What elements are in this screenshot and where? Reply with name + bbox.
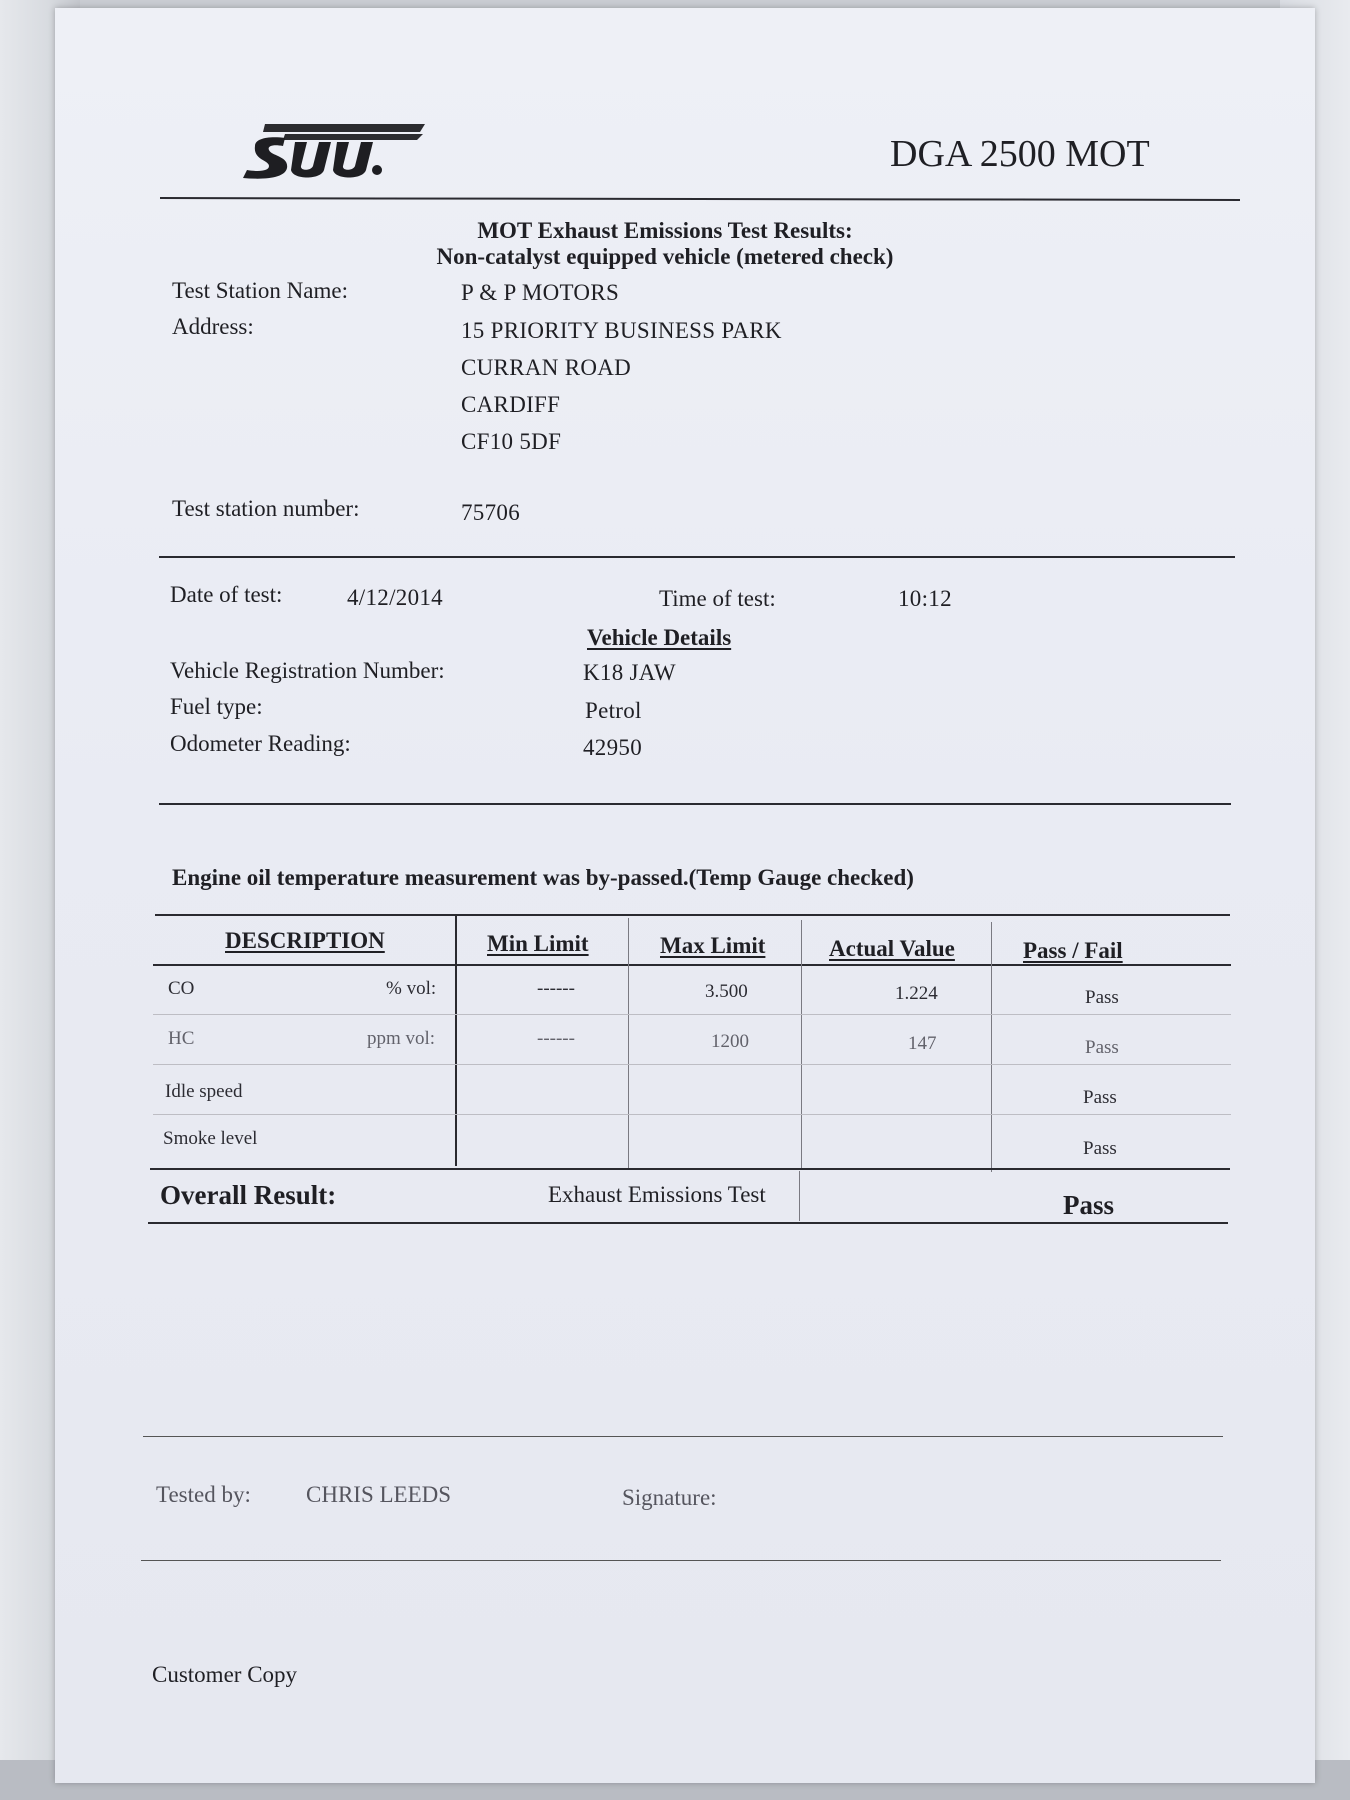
- row-pass-fail: Pass: [1083, 1087, 1117, 1108]
- col-divider-2: [628, 918, 629, 1168]
- test-date-label: Date of test:: [170, 582, 283, 607]
- row-unit: ppm vol:: [367, 1028, 436, 1049]
- col-header-pass-fail: Pass / Fail: [1023, 938, 1123, 963]
- col-header-max-limit: Max Limit: [660, 933, 766, 958]
- fuel-type-value: Petrol: [585, 698, 642, 723]
- footer-bottom-rule: [141, 1560, 1221, 1561]
- station-number-label: Test station number:: [172, 496, 360, 521]
- row-min-limit: ------: [537, 1028, 575, 1049]
- analyser-model: DGA 2500 MOT: [890, 133, 1150, 175]
- footer-top-rule: [143, 1436, 1223, 1437]
- tested-by-value: CHRIS LEEDS: [306, 1482, 452, 1507]
- address-line-3: CARDIFF: [461, 392, 561, 417]
- col-header-description: DESCRIPTION: [225, 928, 385, 953]
- mot-emissions-report-sheet: [55, 8, 1315, 1783]
- odometer-value: 42950: [583, 735, 642, 760]
- col-divider-1: [455, 916, 457, 1166]
- overall-test-name: Exhaust Emissions Test: [548, 1182, 766, 1207]
- address-line-4: CF10 5DF: [461, 429, 562, 454]
- address-label: Address:: [172, 314, 254, 339]
- test-time-label: Time of test:: [659, 586, 776, 611]
- oil-temp-notice: Engine oil temperature measurement was by-passed.(Temp Gauge checked): [172, 865, 914, 890]
- test-date-value: 4/12/2014: [347, 585, 443, 610]
- fuel-type-label: Fuel type:: [170, 694, 263, 719]
- odometer-label: Odometer Reading:: [170, 731, 351, 756]
- table-top-rule: [155, 914, 1230, 916]
- row-divider: [153, 1014, 1231, 1015]
- row-divider: [153, 1064, 1231, 1065]
- row-actual-value: 1.224: [895, 983, 938, 1004]
- vehicle-details-heading: Vehicle Details: [587, 625, 732, 650]
- report-subtitle: Non-catalyst equipped vehicle (metered check): [436, 244, 894, 269]
- vehicle-divider: [159, 803, 1231, 805]
- station-name-value: P & P MOTORS: [461, 280, 620, 305]
- signature-label: Signature:: [622, 1485, 717, 1510]
- test-time-value: 10:12: [898, 586, 952, 611]
- row-pass-fail: Pass: [1083, 1138, 1117, 1159]
- brand-logo-icon: [225, 116, 425, 186]
- vehicle-reg-value: K18 JAW: [583, 660, 676, 685]
- table-bottom-rule: [150, 1168, 1230, 1170]
- station-number-value: 75706: [461, 500, 520, 525]
- row-unit: % vol:: [386, 978, 437, 999]
- report-title: MOT Exhaust Emissions Test Results:: [477, 218, 853, 243]
- vehicle-reg-label: Vehicle Registration Number:: [170, 658, 445, 683]
- row-description: CO: [168, 978, 195, 999]
- col-divider-3: [801, 920, 802, 1170]
- address-line-1: 15 PRIORITY BUSINESS PARK: [461, 318, 782, 343]
- row-description: Smoke level: [163, 1128, 258, 1149]
- row-actual-value: 147: [908, 1033, 937, 1054]
- row-pass-fail: Pass: [1085, 987, 1119, 1008]
- row-max-limit: 1200: [711, 1031, 749, 1052]
- customer-copy-label: Customer Copy: [152, 1662, 298, 1687]
- header-divider: [160, 197, 1240, 201]
- col-header-actual-value: Actual Value: [829, 936, 955, 961]
- col-divider-4: [991, 922, 992, 1172]
- overall-bottom-rule: [148, 1222, 1228, 1224]
- row-divider: [153, 1114, 1231, 1115]
- row-max-limit: 3.500: [705, 981, 748, 1002]
- station-divider: [159, 556, 1235, 558]
- row-description: Idle speed: [165, 1081, 243, 1102]
- tested-by-label: Tested by:: [156, 1482, 251, 1507]
- col-header-min-limit: Min Limit: [487, 931, 589, 956]
- overall-result-label: Overall Result:: [160, 1180, 337, 1210]
- row-pass-fail: Pass: [1085, 1037, 1119, 1058]
- address-line-2: CURRAN ROAD: [461, 355, 632, 380]
- overall-result-value: Pass: [1063, 1190, 1115, 1220]
- station-name-label: Test Station Name:: [172, 278, 348, 303]
- row-description: HC: [168, 1028, 195, 1049]
- overall-divider: [799, 1171, 800, 1221]
- table-header-rule: [153, 964, 1231, 966]
- row-min-limit: ------: [537, 978, 575, 999]
